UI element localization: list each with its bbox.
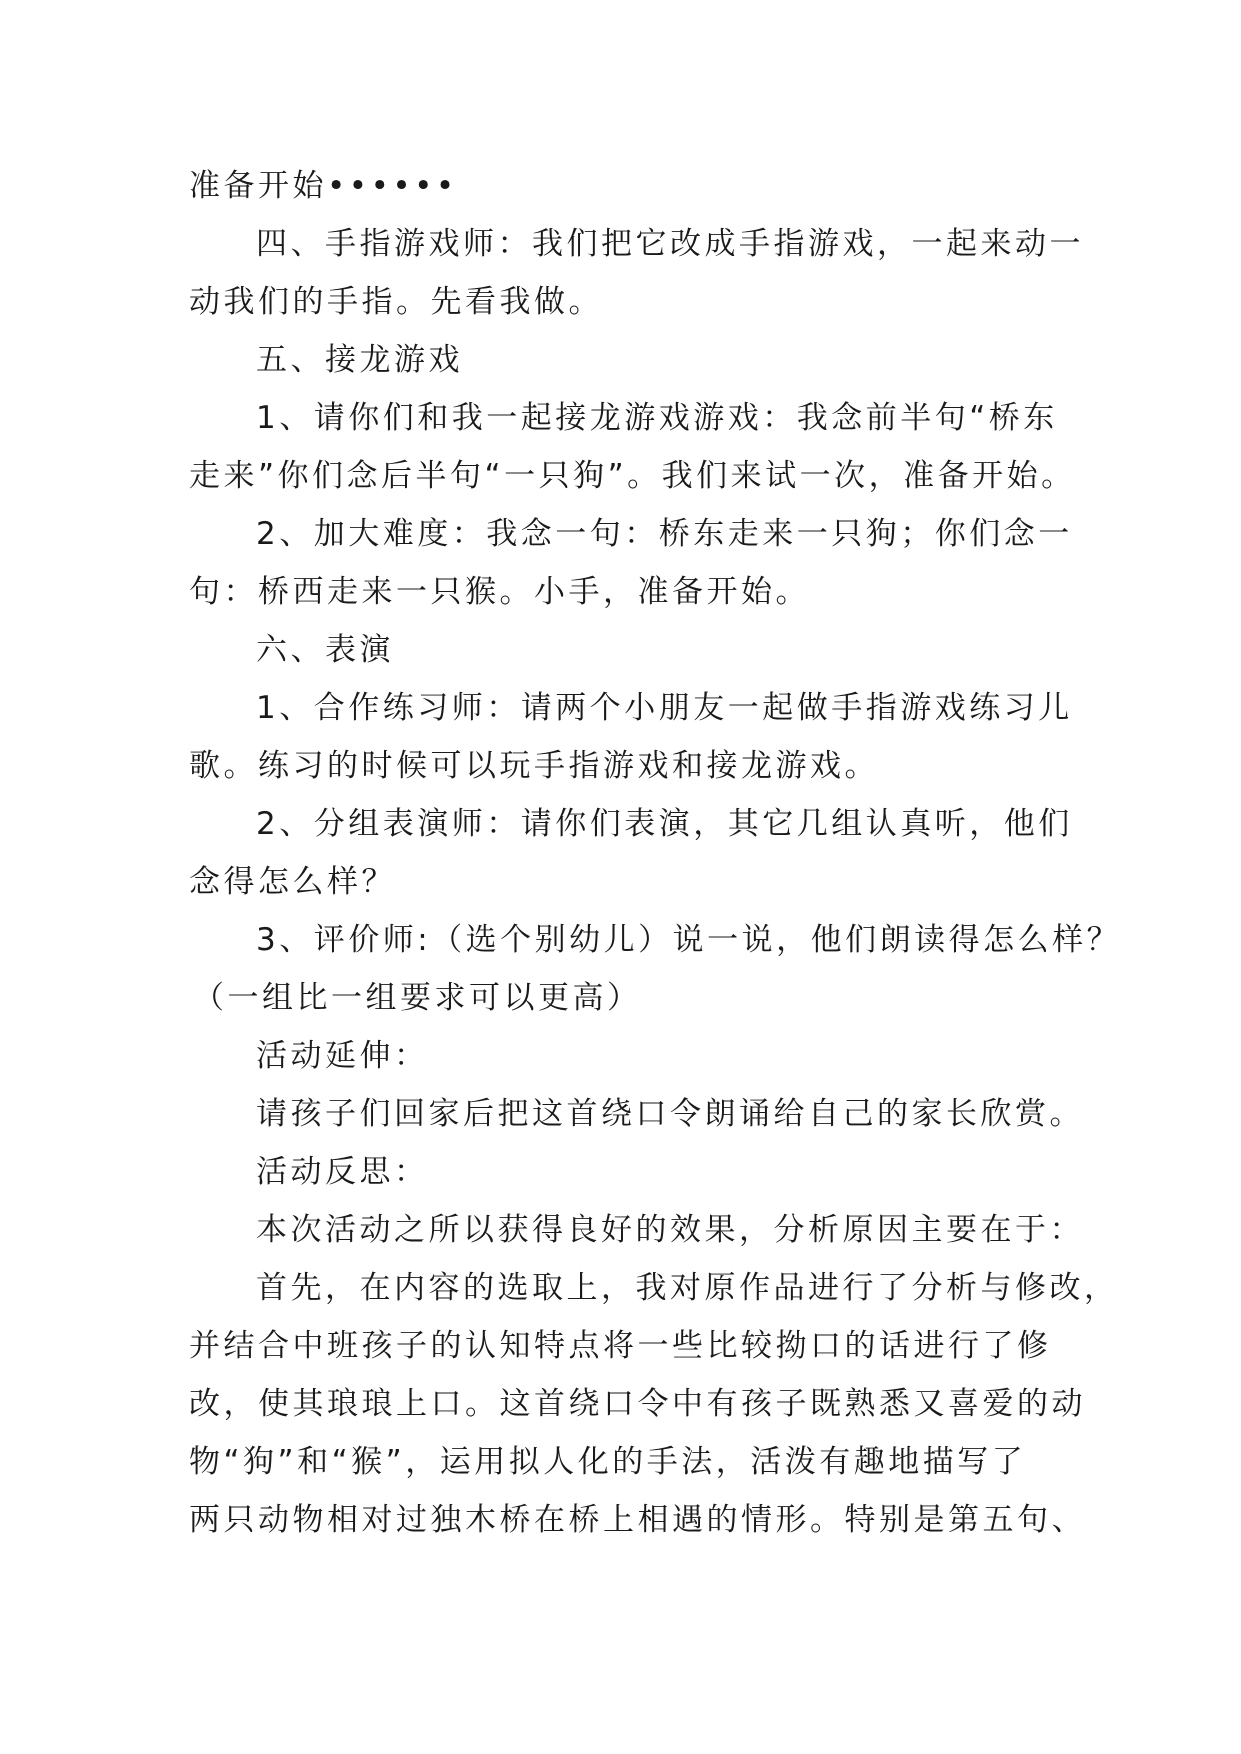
text-line: 两只动物相对过独木桥在桥上相遇的情形。特别是第五句、 xyxy=(189,1502,1086,1538)
text-line: 2、分组表演师：请你们表演，其它几组认真听，他们 xyxy=(256,806,1073,842)
section-heading: 活动反思： xyxy=(256,1154,429,1190)
text-line: 1、请你们和我一起接龙游戏游戏：我念前半句“桥东 xyxy=(256,400,1058,436)
text-line: 请孩子们回家后把这首绕口令朗诵给自己的家长欣赏。 xyxy=(256,1096,1084,1132)
text-line: 并结合中班孩子的认知特点将一些比较拗口的话进行了修 xyxy=(189,1328,1052,1364)
text-line: （一组比一组要求可以更高） xyxy=(193,980,642,1016)
text-line: 四、手指游戏师：我们把它改成手指游戏，一起来动一 xyxy=(256,226,1084,262)
text-line: 本次活动之所以获得良好的效果，分析原因主要在于： xyxy=(256,1212,1084,1248)
text-line: 首先，在内容的选取上，我对原作品进行了分析与修改， xyxy=(256,1270,1119,1306)
text-line: 歌。练习的时候可以玩手指游戏和接龙游戏。 xyxy=(189,748,879,784)
text-line: 3、评价师:（选个别幼儿）说一说，他们朗读得怎么样？ xyxy=(256,922,1122,958)
text-line: 走来”你们念后半句“一只狗”。我们来试一次，准备开始。 xyxy=(189,458,1076,494)
text-line: 动我们的手指。先看我做。 xyxy=(189,284,603,320)
text-line: 物“狗”和“猴”，运用拟人化的手法，活泼有趣地描写了 xyxy=(189,1444,1027,1480)
section-heading: 六、表演 xyxy=(256,632,394,668)
text-line: 句：桥西走来一只猴。小手，准备开始。 xyxy=(189,574,810,610)
section-heading: 活动延伸： xyxy=(256,1038,429,1074)
text-line: 准备开始•••••• xyxy=(189,168,458,204)
section-heading: 五、接龙游戏 xyxy=(256,342,463,378)
text-line: 改，使其琅琅上口。这首绕口令中有孩子既熟悉又喜爱的动 xyxy=(189,1386,1086,1422)
text-line: 1、合作练习师：请两个小朋友一起做手指游戏练习儿 xyxy=(256,690,1073,726)
text-line: 念得怎么样？ xyxy=(189,864,396,900)
text-line: 2、加大难度：我念一句：桥东走来一只狗；你们念一 xyxy=(256,516,1073,552)
